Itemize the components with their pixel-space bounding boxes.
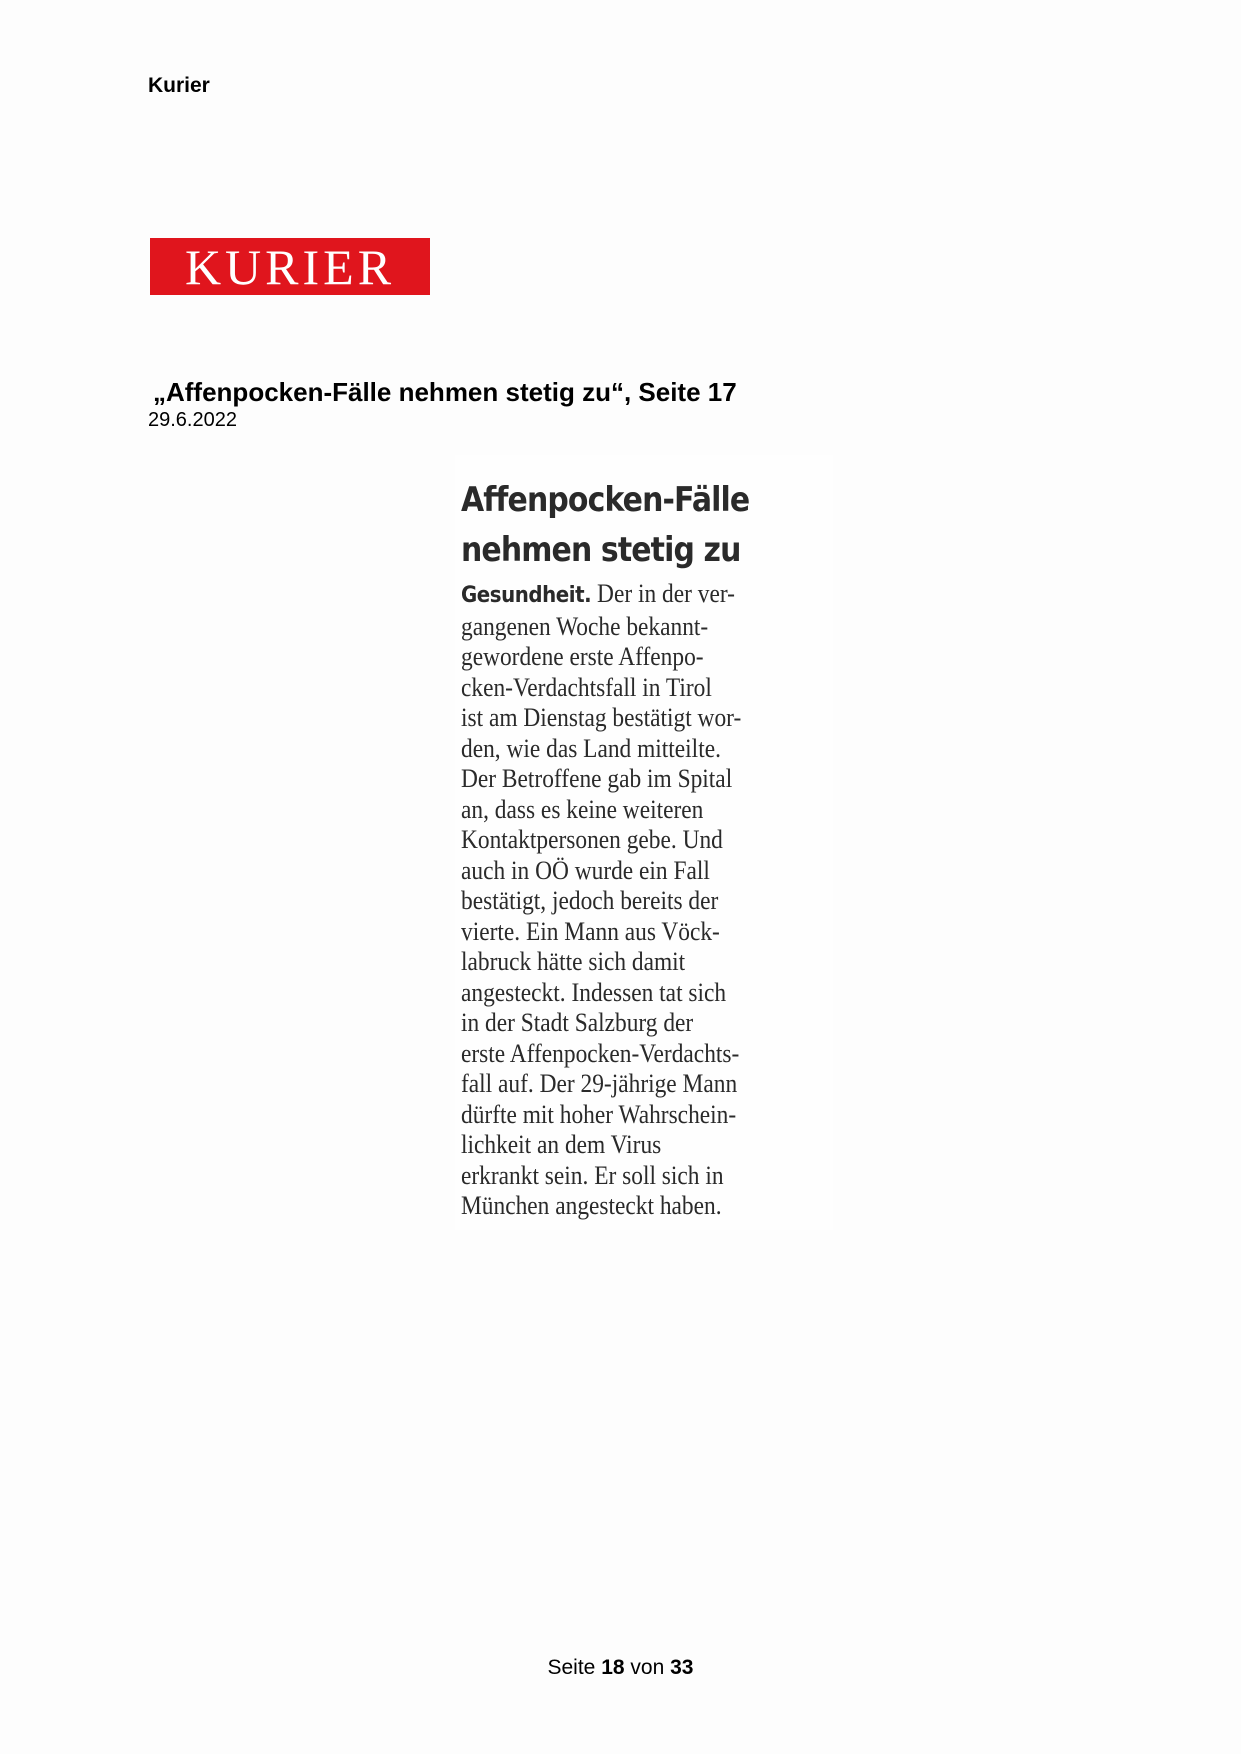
clipping-headline-line: nehmen stetig zu	[461, 530, 741, 570]
clipping-body-line: Der Betroffene gab im Spital	[461, 764, 733, 793]
clipping-body-line: an, dass es keine weiteren	[461, 794, 704, 824]
clipping-body-line: fall auf. Der 29-jährige Mann	[461, 1069, 738, 1098]
clipping-body-line: ist am Dienstag bestätigt wor-	[461, 703, 742, 732]
newspaper-clipping	[455, 455, 833, 1230]
clipping-body-text: Der in der ver-	[591, 579, 735, 608]
clipping-body	[461, 579, 839, 1222]
clipping-body-line	[461, 579, 839, 612]
clipping-body-line: Kontaktpersonen gebe. Und	[461, 825, 723, 854]
clipping-body-line: dürfte mit hoher Wahrschein-	[461, 1099, 737, 1129]
footer-prefix: Seite	[547, 1656, 596, 1679]
clipping-body-line: labruck hätte sich damit	[461, 947, 686, 976]
source-name: Kurier	[148, 74, 210, 97]
article-date: 29.6.2022	[148, 409, 237, 431]
clipping-body-line: erste Affenpocken-Verdachts-	[461, 1038, 740, 1068]
clipping-body-line: lichkeit an dem Virus	[461, 1130, 662, 1159]
clipping-kicker: Gesundheit.	[461, 583, 592, 608]
clipping-body-line: erkrankt sein. Er soll sich in	[461, 1160, 724, 1190]
clipping-body-line: gangenen Woche bekannt-	[461, 611, 709, 641]
clipping-headline	[461, 475, 778, 575]
clipping-body-line: angesteckt. Indessen tat sich	[461, 977, 727, 1007]
clipping-headline-line: Affenpocken-Fälle	[461, 480, 750, 520]
article-title: „Affenpocken-Fälle nehmen stetig zu“, Seite 17	[153, 377, 737, 407]
clipping-body-line: auch in OÖ wurde ein Fall	[461, 855, 710, 885]
clipping-body-line: München angesteckt haben.	[461, 1191, 722, 1220]
page-footer	[0, 1656, 1241, 1680]
clipping-body-line: cken-Verdachtsfall in Tirol	[461, 672, 712, 702]
footer-total-pages: 33	[670, 1656, 694, 1679]
clipping-body-line: den, wie das Land mitteilte.	[461, 733, 721, 763]
kurier-logo: KURIER	[150, 238, 430, 295]
footer-current-page: 18	[601, 1656, 625, 1679]
footer-middle: von	[630, 1656, 665, 1679]
clipping-body-line: vierte. Ein Mann aus Vöck-	[461, 916, 720, 946]
clipping-body-line: bestätigt, jedoch bereits der	[461, 886, 719, 915]
clipping-body-line: gewordene erste Affenpo-	[461, 642, 704, 671]
clipping-body-line: in der Stadt Salzburg der	[461, 1008, 694, 1037]
